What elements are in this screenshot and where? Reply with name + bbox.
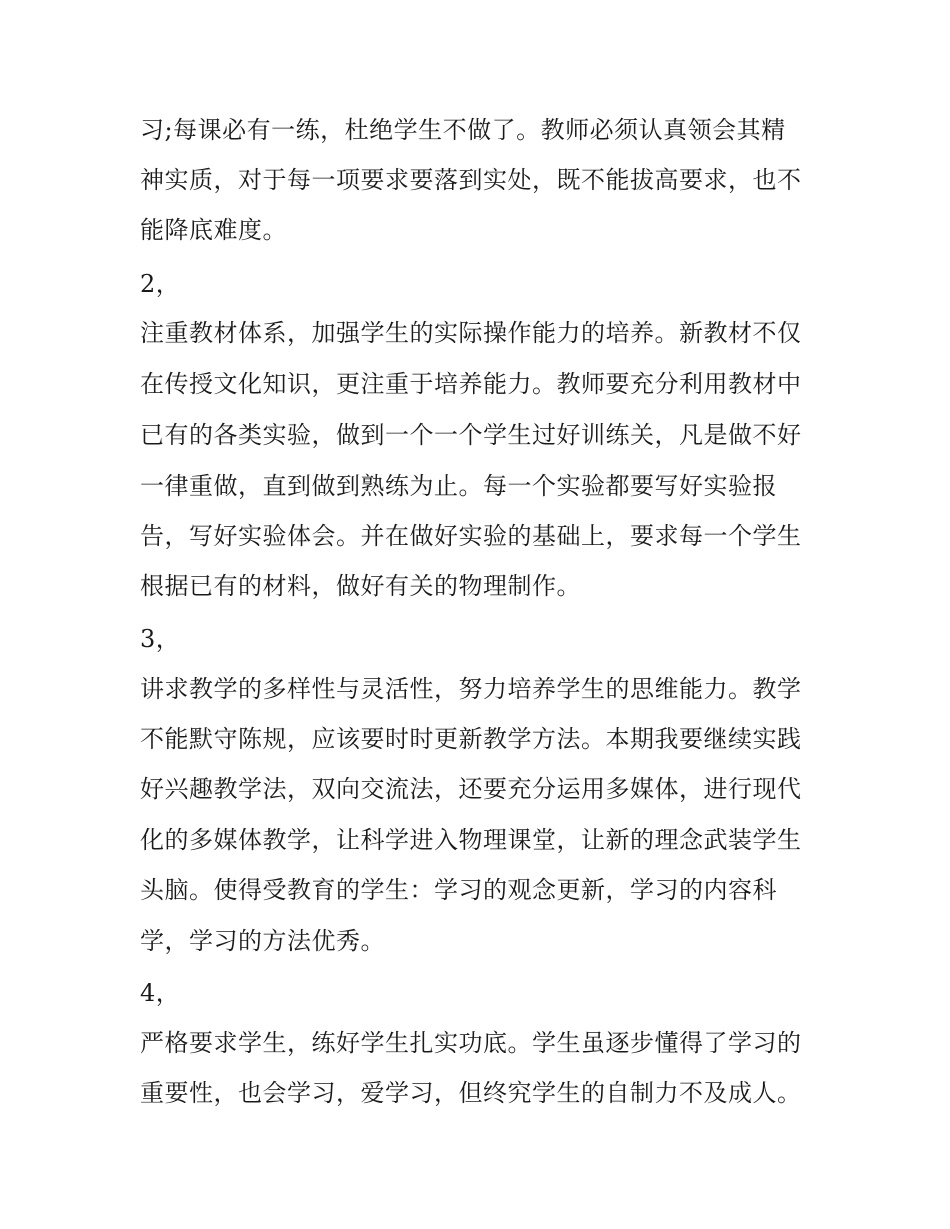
- text-line: 好兴趣教学法，双向交流法，还要充分运用多媒体，进行现代: [140, 775, 802, 803]
- text-line: 化的多媒体教学，让科学进入物理课堂，让新的理念武装学生: [140, 826, 802, 854]
- section-number: 3，: [140, 625, 181, 653]
- section-number: 4，: [140, 979, 181, 1007]
- text-line: 严格要求学生，练好学生扎实功底。学生虽逐步懂得了学习的: [140, 1029, 802, 1057]
- text-line: 告，写好实验体会。并在做好实验的基础上，要求每一个学生: [140, 522, 802, 550]
- text-line: 在传授文化知识，更注重于培养能力。教师要充分利用教材中: [140, 370, 802, 398]
- text-line: 已有的各类实验，做到一个一个学生过好训练关，凡是做不好: [140, 421, 802, 449]
- text-line: 能降底难度。: [140, 216, 287, 244]
- section-number: 2，: [140, 270, 181, 298]
- text-line: 头脑。使得受教育的学生：学习的观念更新，学习的内容科: [140, 876, 777, 904]
- text-line: 神实质，对于每一项要求要落到实处，既不能拔高要求，也不: [140, 166, 802, 194]
- text-line: 一律重做，直到做到熟练为止。每一个实验都要写好实验报: [140, 472, 777, 500]
- text-line: 不能默守陈规，应该要时时更新教学方法。本期我要继续实践: [140, 725, 802, 753]
- text-line: 习;每课必有一练，杜绝学生不做了。教师必须认真领会其精: [140, 116, 786, 144]
- text-line: 重要性，也会学习，爱学习，但终究学生的自制力不及成人。: [140, 1079, 802, 1107]
- text-line: 注重教材体系，加强学生的实际操作能力的培养。新教材不仅: [140, 319, 802, 347]
- text-line: 根据已有的材料，做好有关的物理制作。: [140, 572, 581, 600]
- text-line: 学，学习的方法优秀。: [140, 927, 385, 955]
- text-line: 讲求教学的多样性与灵活性，努力培养学生的思维能力。教学: [140, 675, 802, 703]
